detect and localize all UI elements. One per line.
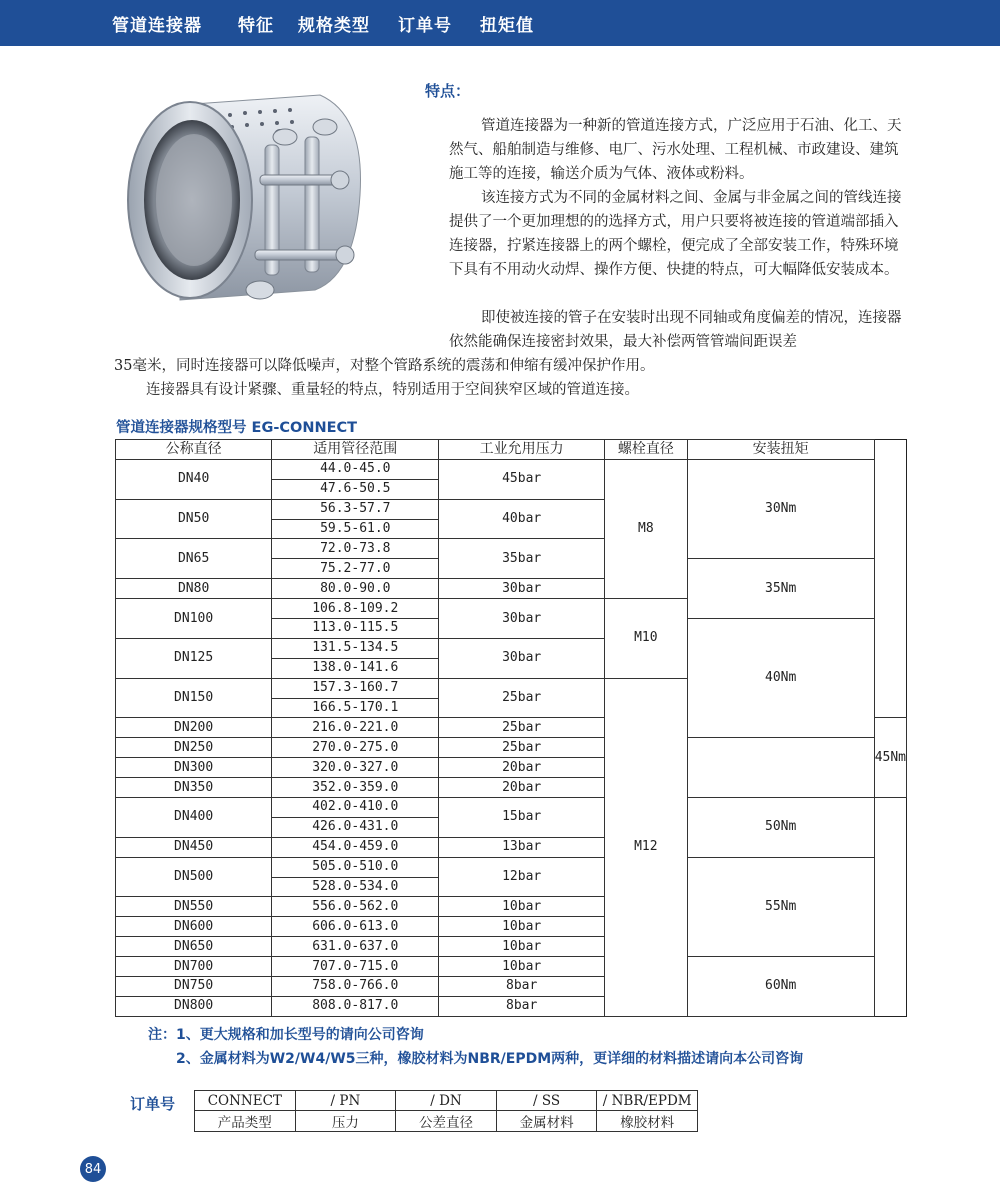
notes <box>148 1023 803 1071</box>
range-cell: 631.0-637.0 <box>272 937 439 957</box>
col-header-torque: 安装扭矩 <box>687 440 874 460</box>
dn-cell: DN150 <box>116 678 272 718</box>
order-code-cell: CONNECT <box>195 1091 296 1111</box>
range-cell: 758.0-766.0 <box>272 977 439 997</box>
spec-table-title: 管道连接器规格型号 EG-CONNECT <box>116 420 358 436</box>
pressure-cell: 30bar <box>439 579 605 599</box>
dn-cell: DN200 <box>116 718 272 738</box>
pressure-cell: 8bar <box>439 996 605 1016</box>
range-cell: 707.0-715.0 <box>272 957 439 977</box>
order-meaning-row <box>195 1111 698 1132</box>
table-row <box>116 459 907 479</box>
torque-cell: 55Nm <box>687 857 874 956</box>
range-cell: 454.0-459.0 <box>272 837 439 857</box>
range-cell: 426.0-431.0 <box>272 817 439 837</box>
pressure-cell: 10bar <box>439 937 605 957</box>
header-item-pipe-connector[interactable]: 管道连接器 <box>112 15 202 36</box>
range-cell: 138.0-141.6 <box>272 658 439 678</box>
dn-cell: DN650 <box>116 937 272 957</box>
order-code-cell: / PN <box>295 1091 396 1111</box>
dn-cell: DN600 <box>116 917 272 937</box>
table-row <box>116 758 907 778</box>
col-header-pipe-range: 适用管径范围 <box>272 440 439 460</box>
range-cell: 505.0-510.0 <box>272 857 439 877</box>
header-bar <box>0 0 1000 46</box>
pressure-cell: 15bar <box>439 798 605 838</box>
note-1: 注：1、更大规格和加长型号的请向公司咨询 <box>148 1027 424 1043</box>
table-row <box>116 957 907 977</box>
order-code-row <box>195 1091 698 1111</box>
col-header-pressure: 工业允用压力 <box>439 440 605 460</box>
range-cell: 44.0-45.0 <box>272 459 439 479</box>
range-cell: 80.0-90.0 <box>272 579 439 599</box>
range-cell: 606.0-613.0 <box>272 917 439 937</box>
header-item-order-number[interactable]: 订单号 <box>398 15 452 36</box>
features-paragraph-1: 管道连接器为一种新的管道连接方式，广泛应用于石油、化工、天然气、船舶制造与维修、电厂、污水处理、工程机械、市政建设、建筑施工等的连接，输送介质为气体、液体或粉料。 <box>449 118 902 182</box>
pressure-cell: 35bar <box>439 539 605 579</box>
range-cell: 216.0-221.0 <box>272 718 439 738</box>
order-code-cell: / DN <box>396 1091 497 1111</box>
range-cell: 131.5-134.5 <box>272 638 439 658</box>
order-code-cell: / NBR/EPDM <box>597 1091 698 1111</box>
dn-cell: DN65 <box>116 539 272 579</box>
torque-cell: 35Nm <box>687 559 874 619</box>
pipe-connector-image <box>120 75 380 320</box>
pressure-cell: 10bar <box>439 957 605 977</box>
torque-cell: 50Nm <box>687 798 874 858</box>
spec-table <box>115 439 907 1017</box>
dn-cell: DN250 <box>116 738 272 758</box>
torque-cell: 60Nm <box>687 957 874 1017</box>
dn-cell: DN300 <box>116 758 272 778</box>
range-cell: 56.3-57.7 <box>272 499 439 519</box>
table-row <box>116 798 907 818</box>
range-cell: 402.0-410.0 <box>272 798 439 818</box>
range-cell: 270.0-275.0 <box>272 738 439 758</box>
bolt-cell: M10 <box>605 599 688 679</box>
range-cell: 157.3-160.7 <box>272 678 439 698</box>
table-row <box>116 857 907 877</box>
range-cell: 808.0-817.0 <box>272 996 439 1016</box>
dn-cell: DN800 <box>116 996 272 1016</box>
range-cell: 113.0-115.5 <box>272 619 439 639</box>
features-paragraph-2: 该连接方式为不同的金属材料之间、金属与非金属之间的管线连接提供了一个更加理想的的选择方式，用户只要将被连接的管道端部插入连接器，拧紧连接器上的两个螺栓，便完成了全部安装工作，特殊环境下具有不用动火动焊、操作方便、快捷的特点，可大幅降低安装成本。 <box>449 190 902 278</box>
features-paragraph-3b: 35毫米，同时连接器可以降低噪声，对整个管路系统的震荡和伸缩有缓冲保护作用。 <box>114 358 655 374</box>
table-row <box>116 778 907 798</box>
dn-cell: DN100 <box>116 599 272 639</box>
pressure-cell: 25bar <box>439 738 605 758</box>
torque-cell: 30Nm <box>687 459 874 558</box>
pressure-cell: 10bar <box>439 897 605 917</box>
dn-cell: DN500 <box>116 857 272 897</box>
range-cell: 72.0-73.8 <box>272 539 439 559</box>
order-meaning-cell: 公差直径 <box>396 1111 497 1132</box>
pressure-cell: 20bar <box>439 778 605 798</box>
header-item-spec-types[interactable]: 规格类型 <box>298 15 370 36</box>
order-meaning-cell: 压力 <box>295 1111 396 1132</box>
range-cell: 166.5-170.1 <box>272 698 439 718</box>
col-header-bolt-diameter: 螺栓直径 <box>605 440 688 460</box>
order-code-cell: / SS <box>496 1091 597 1111</box>
features-paragraph-3a: 即使被连接的管子在安装时出现不同轴或角度偏差的情况，连接器依然能确保连接密封效果，最大补偿两管管端间距误差 <box>449 310 902 350</box>
note-2: 2、金属材料为W2/W4/W5三种，橡胶材料为NBR/EPDM两种，更详细的材料描述请向本公司咨询 <box>176 1051 804 1067</box>
dn-cell: DN80 <box>116 579 272 599</box>
range-cell: 320.0-327.0 <box>272 758 439 778</box>
dn-cell: DN450 <box>116 837 272 857</box>
bolt-cell: M12 <box>605 678 688 1016</box>
torque-cell: 40Nm <box>687 619 874 738</box>
pressure-cell: 10bar <box>439 917 605 937</box>
range-cell: 75.2-77.0 <box>272 559 439 579</box>
table-row <box>116 738 907 758</box>
order-meaning-cell: 橡胶材料 <box>597 1111 698 1132</box>
pressure-cell: 25bar <box>439 718 605 738</box>
pressure-cell: 12bar <box>439 857 605 897</box>
dn-cell: DN40 <box>116 459 272 499</box>
order-code-table <box>194 1090 698 1132</box>
pressure-cell: 30bar <box>439 638 605 678</box>
dn-cell: DN400 <box>116 798 272 838</box>
range-cell: 352.0-359.0 <box>272 778 439 798</box>
range-cell: 556.0-562.0 <box>272 897 439 917</box>
pressure-cell: 20bar <box>439 758 605 778</box>
range-cell: 59.5-61.0 <box>272 519 439 539</box>
order-meaning-cell: 金属材料 <box>496 1111 597 1132</box>
pressure-cell: 25bar <box>439 678 605 718</box>
bolt-cell: M8 <box>605 459 688 598</box>
pressure-cell: 45bar <box>439 459 605 499</box>
header-item-torque[interactable]: 扭矩值 <box>480 15 534 36</box>
header-item-features[interactable]: 特征 <box>238 15 274 36</box>
order-meaning-cell: 产品类型 <box>195 1111 296 1132</box>
range-cell: 106.8-109.2 <box>272 599 439 619</box>
dn-cell: DN750 <box>116 977 272 997</box>
pressure-cell: 40bar <box>439 499 605 539</box>
col-header-nominal-diameter: 公称直径 <box>116 440 272 460</box>
spec-header-row <box>116 440 907 460</box>
pressure-cell: 8bar <box>439 977 605 997</box>
features-title: 特点： <box>425 82 471 100</box>
range-cell: 47.6-50.5 <box>272 479 439 499</box>
dn-cell: DN550 <box>116 897 272 917</box>
features-paragraph-4: 连接器具有设计紧骤、重量轻的特点，特别适用于空间狭窄区域的管道连接。 <box>146 382 639 398</box>
dn-cell: DN50 <box>116 499 272 539</box>
dn-cell: DN700 <box>116 957 272 977</box>
order-number-label: 订单号 <box>130 1095 176 1113</box>
range-cell: 528.0-534.0 <box>272 877 439 897</box>
torque-cell: 45Nm <box>874 718 906 798</box>
pressure-cell: 30bar <box>439 599 605 639</box>
dn-cell: DN350 <box>116 778 272 798</box>
pressure-cell: 13bar <box>439 837 605 857</box>
dn-cell: DN125 <box>116 638 272 678</box>
page-number: 84 <box>80 1156 106 1182</box>
